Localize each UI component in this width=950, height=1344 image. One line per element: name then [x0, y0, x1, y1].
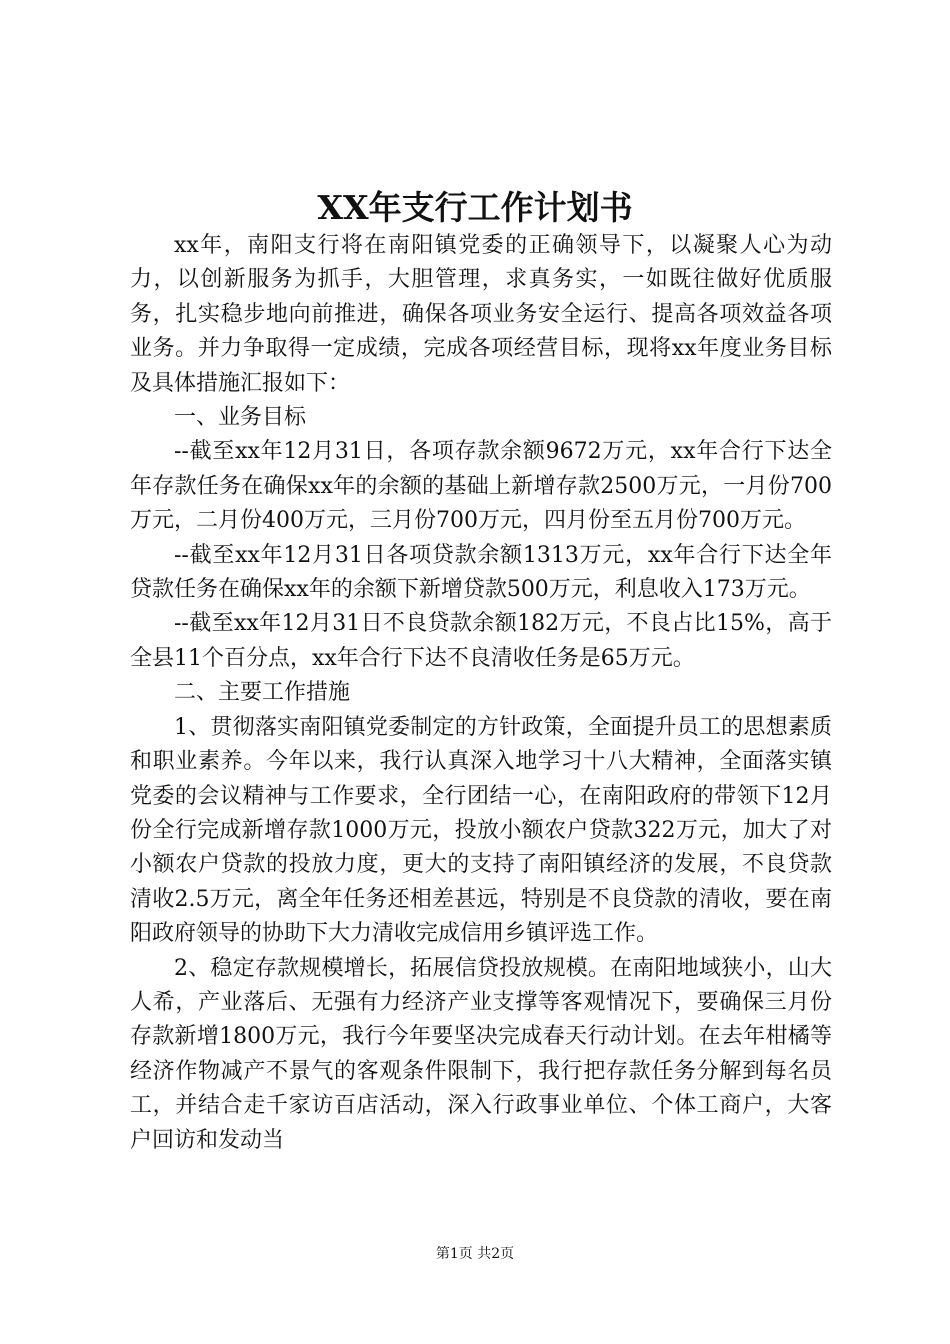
document-body [130, 229, 832, 1158]
section-heading-main-measures: 二、主要工作措施 [174, 680, 351, 706]
paragraph-measure-2: 2、稳定存款规模增长，拓展信贷投放规模。在南阳地域狭小，山大人希，产业落后、无强有力经济产业支撑等客观情况下，要确保三月份存款新增1800万元，我行今年要坚决完成春天行动计划。在去年柑橘等经济作物减产不景气的客观条件限制下，我行把存款任务分解到每名员工，并结合走千家访百店活动，深入行政事业单位、个体工商户，大客户回访和发动当 [130, 955, 832, 1153]
paragraph-intro: xx年，南阳支行将在南阳镇党委的正确领导下，以凝聚人心为动力，以创新服务为抓手，大胆管理，求真务实，一如既往做好优质服务，扎实稳步地向前推进，确保各项业务安全运行、提高各项效益各项业务。并力争取得一定成绩，完成各项经营目标，现将xx年度业务目标及具体措施汇报如下： [130, 233, 832, 396]
page-footer: 第1页 共2页 [435, 1246, 515, 1262]
document-title: XX年支行工作计划书 [317, 188, 633, 227]
paragraph-measure-1: 1、贯彻落实南阳镇党委制定的方针政策，全面提升员工的思想素质和职业素养。今年以来，我行认真深入地学习十八大精神，全面落实镇党委的会议精神与工作要求，全行团结一心，在南阳政府的带领下12月份全行完成新增存款1000万元，投放小额农户贷款322万元，加大了对小额农户贷款的投放力度，更大的支持了南阳镇经济的发展，不良贷款清收2.5万元，离全年任务还相差甚远，特别是不良贷款的清收，要在南阳政府领导的协助下大力清收完成信用乡镇评选工作。 [130, 714, 832, 947]
paragraph-deposit-goal: --截至xx年12月31日，各项存款余额9672万元，xx年合行下达全年存款任务在确保xx年的余额的基础上新增存款2500万元，一月份700万元，二月份400万元，三月份700万元，四月份至五月份700万元。 [130, 439, 832, 534]
paragraph-loan-goal: --截至xx年12月31日各项贷款余额1313万元，xx年合行下达全年贷款任务在确保xx年的余额下新增贷款500万元，利息收入173万元。 [130, 542, 832, 603]
paragraph-nonperforming-goal: --截至xx年12月31日不良贷款余额182万元，不良占比15%，高于全县11个百分点，xx年合行下达不良清收任务是65万元。 [130, 611, 832, 671]
section-heading-business-goals: 一、业务目标 [174, 405, 307, 431]
